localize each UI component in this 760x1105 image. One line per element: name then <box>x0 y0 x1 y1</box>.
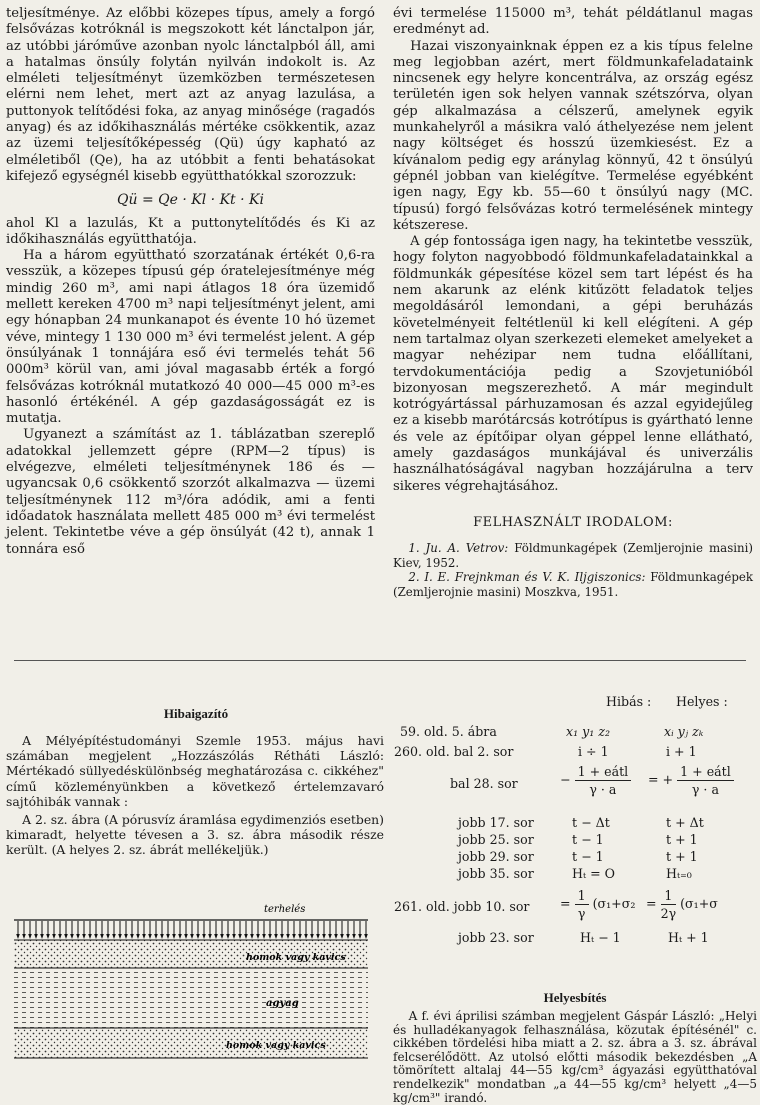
load-arrow-head <box>136 934 140 939</box>
load-arrow-head <box>22 934 26 939</box>
load-arrow-head <box>274 934 278 939</box>
load-arrow-head <box>358 934 362 939</box>
column-header-wrong: Hibás : <box>606 694 652 709</box>
load-arrow-head <box>202 934 206 939</box>
errata-row-label: 261. old. jobb 10. sor <box>394 899 530 914</box>
load-arrow-head <box>352 934 356 939</box>
errata-right-fraction: = $\frac{1}{2\gamma}$ (σ₁+σ <box>646 888 718 921</box>
errata-wrong-fraction: − $\frac{\text{1 + eátl}}{\gamma \cdot a}$ <box>560 764 631 797</box>
sand-label-top: homok vagy kavics <box>246 952 346 963</box>
load-arrow-head <box>178 934 182 939</box>
load-arrow-head <box>46 934 50 939</box>
errata-row-label: jobb 29. sor <box>458 849 534 864</box>
load-arrow-head <box>226 934 230 939</box>
references-title: FELHASZNÁLT IRODALOM: <box>473 514 673 530</box>
load-arrow-head <box>106 934 110 939</box>
paragraph: A gép fontossága igen nagy, ha tekintetbe vesszük, hogy folyton nagyobbodó földmunkafeladatainkkal a földmunkák gépesítése közel sem tart lépést és ha nem akarunk az elénk kitűzött feladatok teljes megoldásáról lemondani, a gépi beruházás követelményeit feltétlenül ki kell elégíteni. A gép nem tartalmaz olyan szerkezeti elemeket amelyeket a magyar nehézipar nem tudna előállítani, tervdokumentációja pedig a Szovjetunióból bizonyosan megszerezhető. A már megindult kotrógyártással párhuzamosan és azzal egyidejűleg ez a kisebb marótárcsás kotrótípus is gyártható lenne és vele az építőipar olyan géppel lenne ellátható, amely gazdaságos munkájával és univerzális használhatóságával nagyban hozzájárulna a terv sikeres végrehajtásához. <box>393 234 753 494</box>
errata-row-label: jobb 25. sor <box>458 832 534 847</box>
errata-wrong: Hₜ = O <box>572 866 615 881</box>
article-column-left <box>6 6 375 558</box>
references-list <box>393 541 753 599</box>
errata-row-label: jobb 17. sor <box>458 815 534 830</box>
paragraph: A 2. sz. ábra (A pórusvíz áramlása egydimenziós esetben) kimaradt, helyette tévesen a 3. sz. ábra második része került. (A helyes 2. sz. ábrát mellékeljük.) <box>6 812 384 858</box>
paragraph: évi termelése 115000 m³, tehát példátlanul magas eredményt ad. <box>393 6 753 38</box>
article-column-right <box>393 6 753 599</box>
load-arrow-head <box>280 934 284 939</box>
errata-right: Hₜ + 1 <box>668 930 709 945</box>
load-arrow-head <box>118 934 122 939</box>
errata-wrong: x₁ y₁ z₂ <box>566 724 611 739</box>
clay-layer <box>14 968 368 1028</box>
load-arrow-head <box>334 934 338 939</box>
load-arrow-head <box>94 934 98 939</box>
errata-right: Hₜ₌₀ <box>666 866 692 881</box>
load-arrow-head <box>82 934 86 939</box>
load-arrow-head <box>148 934 152 939</box>
load-arrow-head <box>232 934 236 939</box>
load-arrow-head <box>220 934 224 939</box>
errata-right: t + 1 <box>666 832 698 847</box>
errata-row-label: 59. old. 5. ábra <box>400 724 497 739</box>
soil-profile-figure <box>14 900 368 1090</box>
errata-wrong: t − Δt <box>572 815 610 830</box>
load-arrow-head <box>130 934 134 939</box>
load-arrow-head <box>292 934 296 939</box>
load-arrow-head <box>112 934 116 939</box>
load-arrow-head <box>304 934 308 939</box>
load-arrow-head <box>328 934 332 939</box>
errata-row-label: bal 28. sor <box>450 776 518 791</box>
errata-wrong: Hₜ − 1 <box>580 930 621 945</box>
load-arrow-head <box>64 934 68 939</box>
errata-row-label: jobb 23. sor <box>458 930 534 945</box>
errata-wrong: i ÷ 1 <box>578 744 609 759</box>
load-arrow-head <box>100 934 104 939</box>
correction-text <box>393 1010 757 1105</box>
errata-right: t + Δt <box>666 815 704 830</box>
load-arrow-head <box>34 934 38 939</box>
load-arrow-head <box>256 934 260 939</box>
load-arrow-head <box>310 934 314 939</box>
load-arrow-head <box>88 934 92 939</box>
paragraph: teljesítménye. Az előbbi közepes típus, amely a forgó felsővázas kotróknál is megszokott két lánctalpon jár, az utóbbi járóműve azonban nyolc lánctalpból áll, ami a hatalmas önsúly folytán nyilván indokolt is. Az elméleti teljesítményt üzemközben természetesen elérni nem lehet, mert azt az anyag lazulása, a puttonyok telítődési foka, az anyag minősége (ragadós anyag) és az időkihasználás mértéke csökkentik, azaz az üzemi teljesítőképesség (Qü) úgy kapható az elméletiből (Qe), ha az utóbbit a fenti behatásokat kifejező egységnél kisebb együtthatókkal szorozzuk: <box>6 6 375 184</box>
load-arrow-head <box>238 934 242 939</box>
load-arrow-head <box>16 934 20 939</box>
paragraph: ahol Kl a lazulás, Kt a puttonytelítődés és Ki az időkihasználás együtthatója. <box>6 215 375 247</box>
load-arrow-head <box>142 934 146 939</box>
load-arrow-head <box>76 934 80 939</box>
load-arrow-head <box>268 934 272 939</box>
errata-text <box>6 733 384 861</box>
paragraph: Ugyanezt a számítást az 1. táblázatban szereplő adatokkal jellemzett gépre (RPM—2 típus) is elvégezve, elméleti teljesítménynek 186 és — ugyancsak 0,6 csökkentő szorzót alkalmazva — üzemi teljesítménynek 112 m³/óra adódik, ami a fenti időadatok használata mellett 485 000 m³ évi termelést jelent. Tekintetbe véve a gép önsúlyát (42 t), annak 1 tonnára eső <box>6 427 375 557</box>
load-arrow-head <box>160 934 164 939</box>
load-arrow-head <box>58 934 62 939</box>
load-arrow-head <box>124 934 128 939</box>
paragraph: A Mélyépítéstudományi Szemle 1953. május havi számában megjelent „Hozzászólás Rétháti László: Mértékadó süllyedéskülönbség meghatározása c. cikkéhez" című közleményünkben a következő értelemzavaró sajtóhibák vannak : <box>6 733 384 809</box>
errata-row-label: jobb 35. sor <box>458 866 534 881</box>
errata-wrong-fraction: = $\frac{1}{\gamma}$ (σ₁+σ₂ <box>560 888 636 921</box>
paragraph: A f. évi áprilisi számban megjelent Gáspár László: „Helyi és hulladékanyagok felhasználása, közutak építésénél" c. cikkében tördelési hiba miatt a 2. sz. ábra a 3. sz. ábrával felcserélődött. Az utolsó előtti második bekezdésben „A tömörített altalaj 44—55 kg/cm³ ágyazási együtthatóval rendelkezik" mondatban „a 44—55 kg/cm³ helyett „4—5 kg/cm³" irandó. <box>393 1009 757 1105</box>
errata-right-fraction: = + $\frac{\text{1 + eátl}}{\gamma \cdot a}$ <box>648 764 734 797</box>
load-arrow-head <box>166 934 170 939</box>
paragraph: Hazai viszonyainknak éppen ez a kis típus felelne meg legjobban azért, mert földmunkafeladataink nincsenek egy helyre koncentrálva, az ország egész területén igen sok helyen vannak szétszórva, olyan gép alkalmazása a célszerű, amelynek egyik munkahelyről a másikra való áthelyezése nem jelent nagy költséget és hosszú üzemkiesést. Ez a kívánalom pedig egy aránylag könnyű, 42 t önsúlyú gépnél jobban van kielégítve. Termelése egyébként igen nagy, Egy kb. 55—60 t önsúlyú nagy (MC. típusú) forgó felsővázas kotró termelésének mintegy kétszerese. <box>393 38 753 233</box>
load-arrow-head <box>208 934 212 939</box>
column-header-right: Helyes : <box>676 694 728 709</box>
reference-item: 1. Ju. A. Vetrov: Földmunkagépek (Zemljerojnie masini) Kiev, 1952. <box>393 541 753 570</box>
errata-right: i + 1 <box>666 744 697 759</box>
load-arrow-head <box>244 934 248 939</box>
load-arrow-head <box>190 934 194 939</box>
errata-row-label: 260. old. bal 2. sor <box>394 744 514 759</box>
load-arrow-head <box>28 934 32 939</box>
section-divider <box>14 660 746 661</box>
load-label: terhelés <box>264 904 306 915</box>
load-arrow-head <box>346 934 350 939</box>
sand-label-bottom: homok vagy kavics <box>226 1040 326 1051</box>
clay-label: agyag <box>266 998 299 1009</box>
correction-title: Helyesbítés <box>543 990 607 1005</box>
load-arrow-head <box>364 934 368 939</box>
errata-right: xᵢ yⱼ zₖ <box>664 724 704 739</box>
load-arrow-head <box>52 934 56 939</box>
load-arrow-head <box>286 934 290 939</box>
load-arrow-head <box>250 934 254 939</box>
load-arrow-head <box>172 934 176 939</box>
load-arrow-group <box>16 921 368 939</box>
reference-item: 2. I. E. Frejnkman és V. K. Iljgiszonics: Földmunkagépek (Zemljerojnie masini) Moszkva, 1951. <box>393 570 753 599</box>
load-arrow-head <box>340 934 344 939</box>
errata-title: Hibaigazító <box>163 706 229 721</box>
load-arrow-head <box>214 934 218 939</box>
load-arrow-head <box>196 934 200 939</box>
soil-profile-diagram <box>14 900 368 1090</box>
load-arrow-head <box>316 934 320 939</box>
load-arrow-head <box>70 934 74 939</box>
formula: Qü = Qe · Kl · Kt · Ki <box>117 192 264 209</box>
load-arrow-head <box>298 934 302 939</box>
load-arrow-head <box>322 934 326 939</box>
paragraph: Ha a három együttható szorzatának értékét 0,6-ra vesszük, a közepes típusú gép óratelejesítménye még mindig 260 m³, ami napi átlagos 18 óra üzemidő mellett kereken 4700 m³ napi teljesítményt jelent, ami egy hónapban 24 munkanapot és évente 10 hó üzemet véve, mintegy 1 130 000 m³ évi termelést jelent. A gép önsúlyának 1 tonnájára eső évi termelés tehát 56 000m³ körül van, ami jóval magasabb érték a forgó felsővázas kotróknál mutatkozó 40 000—45 000 m³-es hasonló értékénél. A gép gazdaságosságát ez is mutatja. <box>6 248 375 427</box>
errata-right: t + 1 <box>666 849 698 864</box>
errata-wrong: t − 1 <box>572 832 604 847</box>
errata-wrong: t − 1 <box>572 849 604 864</box>
load-arrow-head <box>40 934 44 939</box>
load-arrow-head <box>262 934 266 939</box>
load-arrow-head <box>184 934 188 939</box>
load-arrow-head <box>154 934 158 939</box>
